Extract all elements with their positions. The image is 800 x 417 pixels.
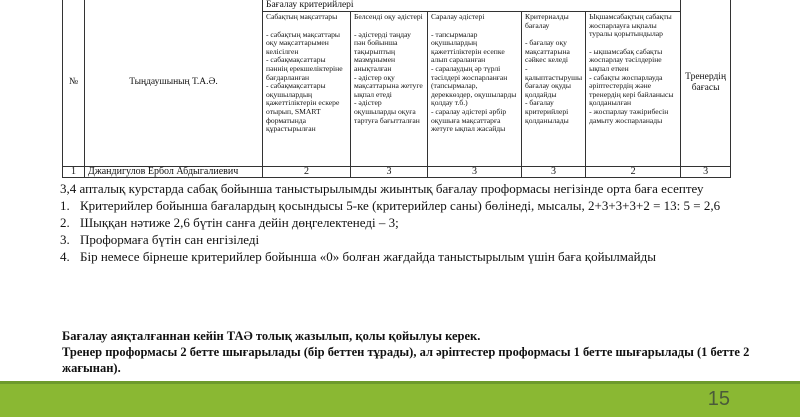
assessment-table bbox=[62, 0, 731, 178]
criterion-item: - әдістерді таңдау пән бойынша тақырыптың мазмұнымен анықталған bbox=[354, 29, 411, 73]
step-item bbox=[60, 231, 780, 248]
criterion-item: - сабақты жоспарлауда әріптестердің және тренердің кері байланысы қолданылған bbox=[589, 72, 674, 108]
criterion-title: Саралау әдістері bbox=[431, 12, 485, 21]
note: Бағалау аяқталғаннан кейін ТАӘ толық жазылып, қолы қойылуы керек. bbox=[62, 329, 481, 343]
note: Тренер проформасы 2 бетте шығарылады (бір беттен тұрады), ал әріптестер проформасы 1 бетте шығарылады (1 бетте 2 жағынан). bbox=[62, 345, 750, 375]
step-text: Бір немесе бірнеше критерийлер бойынша «0» болған жағдайда таныстырылым үшін баға қойылмайды bbox=[80, 249, 656, 264]
criterion-item: - саралаудың әр түрлі тәсілдері жоспарланған (тапсырмалар, дереккөздер, оқушыларды қолдау т.б.) bbox=[431, 63, 517, 108]
criteria-header: Бағалау критерийлері bbox=[263, 0, 681, 12]
notes bbox=[62, 328, 782, 376]
criterion-item: - сабақтың мақсаттары оқу мақсаттарымен келісілген bbox=[266, 29, 341, 56]
criterion-cell bbox=[428, 12, 522, 167]
score: 2 bbox=[586, 167, 681, 178]
step-number: 4. bbox=[60, 249, 70, 264]
page-number: 15 bbox=[707, 388, 730, 410]
step-item bbox=[60, 197, 780, 214]
criterion-cell bbox=[586, 12, 681, 167]
criterion-item: - бағалау оқу мақсаттарына сәйкес келеді bbox=[525, 38, 570, 65]
criterion-item: - бағалау критерийлері қолданылады bbox=[525, 98, 569, 125]
criterion-cell bbox=[263, 12, 351, 167]
step-text: Шыққан нәтиже 2,6 бүтін санға дейін дөңгелектенеді – 3; bbox=[80, 215, 399, 230]
instructions bbox=[60, 180, 780, 265]
criterion-item: - сабақмақсаттары пәннің ерекшеліктеріне бағдарланған bbox=[266, 55, 343, 82]
trainer-header: Тренердің бағасы bbox=[681, 0, 731, 167]
criterion-item: - ықшамсабақ сабақты жоспарлау тәсілдеріне ықпал еткен bbox=[589, 46, 663, 73]
score: 3 bbox=[428, 167, 522, 178]
criterion-item: - әдістер оқу мақсаттарына жетуге ықпал етеді bbox=[354, 72, 423, 99]
criterion-item: - жоспарлау тәжірибесін дамыту жоспарланады bbox=[589, 106, 669, 125]
no-header: № bbox=[63, 0, 85, 167]
step-item bbox=[60, 214, 780, 231]
intro-text: 3,4 апталық курстарда сабақ бойынша таныстырылымды жиынтық бағалау проформасы негізінде орта баға есептеу bbox=[60, 181, 704, 196]
criterion-cell bbox=[522, 12, 586, 167]
row-name: Джандигулов Ербол Абдыгалиевич bbox=[85, 167, 263, 178]
criterion-title: Критериалды бағалау bbox=[525, 12, 569, 30]
criterion-item: - әдістер оқушыларды оқуға тартуға бағытталған bbox=[354, 98, 420, 125]
trainer-score: 3 bbox=[681, 167, 731, 178]
criterion-title: Сабақтың мақсаттары bbox=[266, 12, 338, 21]
name-header: Тыңдаушының Т.А.Ә. bbox=[85, 0, 263, 167]
step-text: Критерийлер бойынша бағалардың қосындысы 5-ке (критерийлер саны) бөлінеді, мысалы, 2+3+3+3+2 = 13: 5 = 2,6 bbox=[80, 198, 721, 213]
score: 3 bbox=[522, 167, 586, 178]
criterion-title: Белсенді оқу әдістері bbox=[354, 12, 423, 21]
criterion-item: - қалыптастырушы бағалау оқуды қолдайды bbox=[525, 63, 583, 99]
criterion-item: - сабақмақсаттары оқушылардың қажеттіліктерін ескере отырып, SMART форматында құрастырылған bbox=[266, 81, 340, 134]
step-number: 3. bbox=[60, 232, 70, 247]
criterion-cell bbox=[351, 12, 428, 167]
step-text: Проформаға бүтін сан енгізіледі bbox=[80, 232, 260, 247]
step-item bbox=[60, 248, 780, 265]
step-number: 1. bbox=[60, 198, 70, 213]
row-no: 1 bbox=[63, 167, 85, 178]
score: 3 bbox=[351, 167, 428, 178]
criterion-title: Ықшамсабақтың сабақты жоспарлауға ықпалы туралы қорытындылар bbox=[589, 12, 672, 39]
criterion-item: - тапсырмалар оқушылардың қажеттіліктерін есепке алып сараланған bbox=[431, 29, 505, 65]
criterion-item: - саралау әдістері әрбір оқушыға мақсаттарға жетуге ықпал жасайды bbox=[431, 106, 507, 134]
step-number: 2. bbox=[60, 215, 70, 230]
steps-list bbox=[60, 197, 780, 265]
footer-bar bbox=[0, 384, 800, 417]
score: 2 bbox=[263, 167, 351, 178]
